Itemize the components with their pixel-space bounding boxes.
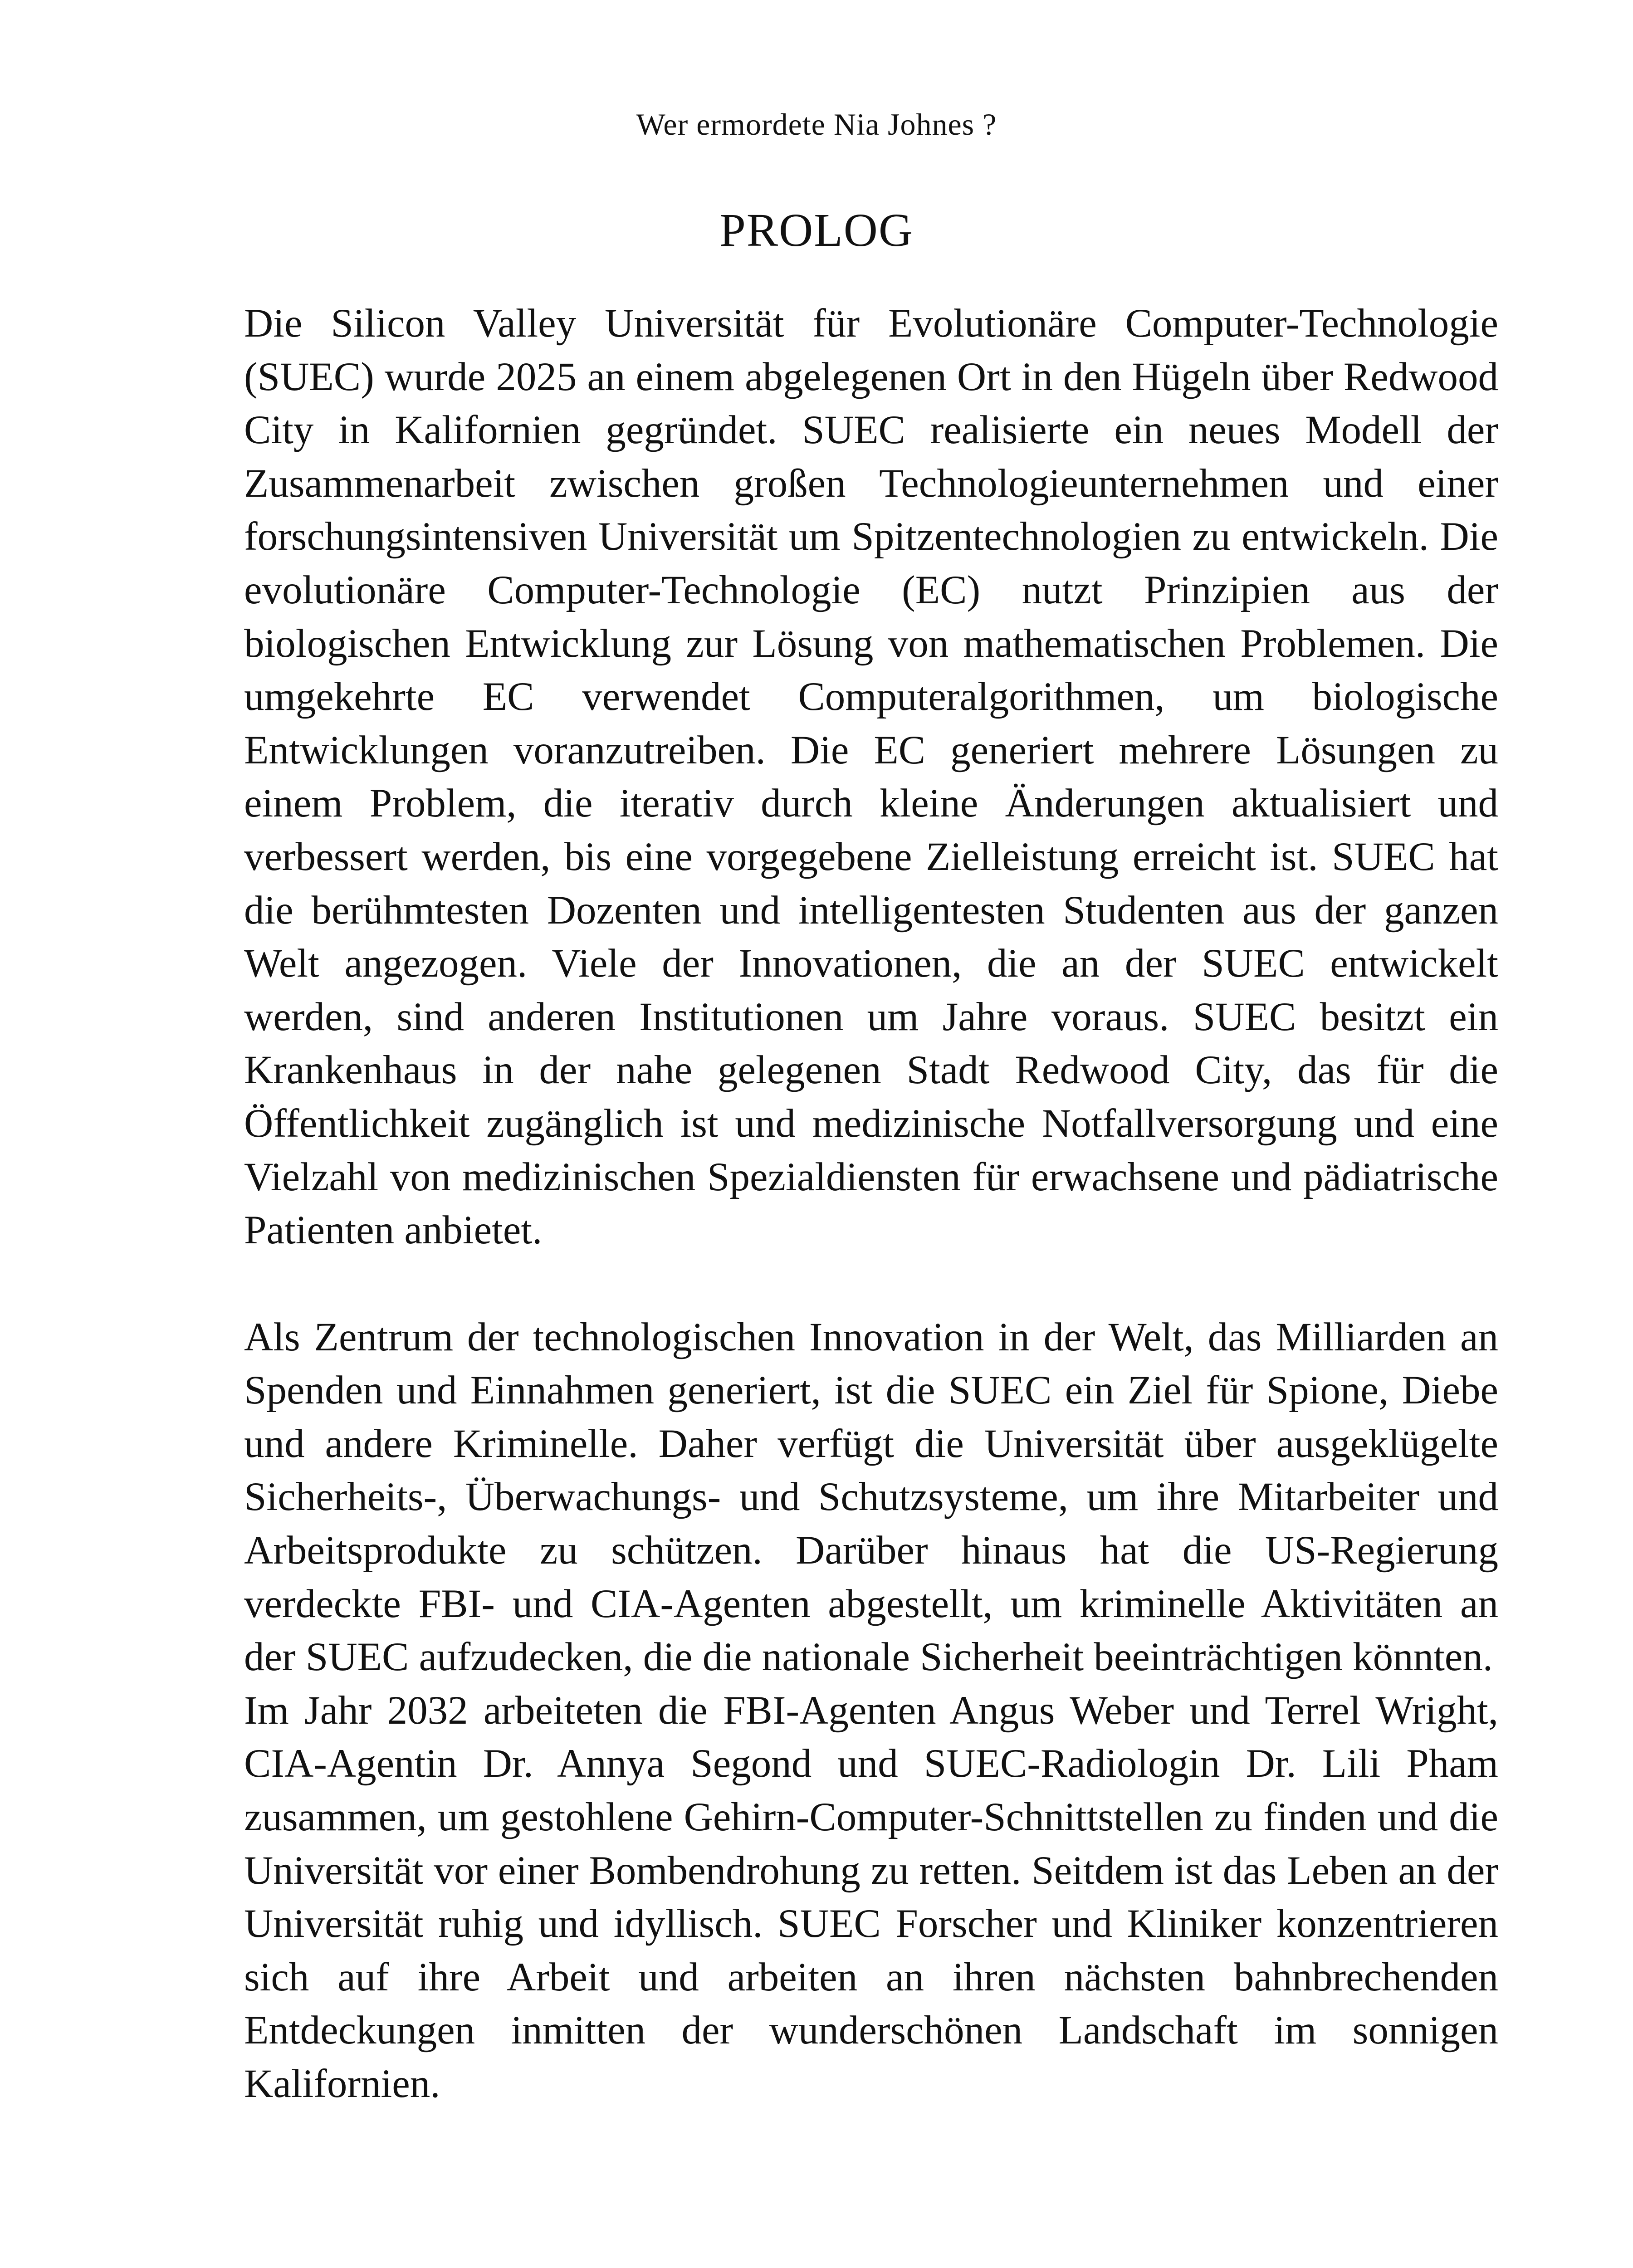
paragraph-2: Als Zentrum der technologischen Innovation in der Welt, das Milliarden an Spenden und Einnahmen generiert, ist die SUEC ein Ziel für Spione, Diebe und andere Kriminelle. Daher verfügt die Universität über ausgeklügelte Sicherheits-, Überwachungs- und Schutzsysteme, um ihre Mitarbeiter und Arbeitsprodukte zu schützen. Darüber hinaus hat die US-Regierung verdeckte FBI- und CIA-Agenten abgestellt, um kriminelle Aktivitäten an der SUEC aufzudecken, die die nationale Sicherheit beeinträchtigen könnten. [244,1315,1498,1680]
paragraph-3: Im Jahr 2032 arbeiteten die FBI-Agenten Angus Weber und Terrel Wright, CIA-Agentin Dr. Annya Segond und SUEC-Radiologin Dr. Lili Pham zusammen, um gestohlene Gehirn-Computer-Schnittstellen zu finden und die Universität vor einer Bombendrohung zu retten. Seitdem ist das Leben an der Universität ruhig und idyllisch. SUEC Forscher und Kliniker konzentrieren sich auf ihre Arbeit und arbeiten an ihren nächsten bahnbrechenden Entdeckungen inmitten der wunderschönen Landschaft im sonnigen Kalifornien. [244,1688,1498,2106]
running-header: Wer ermordete Nia Johnes ? [636,107,997,142]
body-text [244,297,1498,2111]
chapter-title: PROLOG [719,204,914,256]
paragraph-1: Die Silicon Valley Universität für Evolutionäre Computer-Technologie (SUEC) wurde 2025 an einem abgelegenen Ort in den Hügeln über Redwood City in Kalifornien gegründet. SUEC realisierte ein neues Modell der Zusammenarbeit zwischen großen Technologieunternehmen und einer forschungsintensiven Universität um Spitzentechnologien zu entwickeln. Die evolutionäre Computer-Technologie (EC) nutzt Prinzipien aus der biologischen Entwicklung zur Lösung von mathematischen Problemen. Die umgekehrte EC verwendet Computeralgorithmen, um biologische Entwicklungen voranzutreiben. Die EC generiert mehrere Lösungen zu einem Problem, die iterativ durch kleine Änderungen aktualisiert und verbessert werden, bis eine vorgegebene Zielleistung erreicht ist. SUEC hat die berühmtesten Dozenten und intelligentesten Studenten aus der ganzen Welt angezogen. Viele der Innovationen, die an der SUEC entwickelt werden, sind anderen Institutionen um Jahre voraus. SUEC besitzt ein Krankenhaus in der nahe gelegenen Stadt Redwood City, das für die Öffentlichkeit zugänglich ist und medizinische Notfallversorgung und eine Vielzahl von medizinischen Spezialdiensten für erwachsene und pädiatrische Patienten anbietet. [244,301,1498,1253]
